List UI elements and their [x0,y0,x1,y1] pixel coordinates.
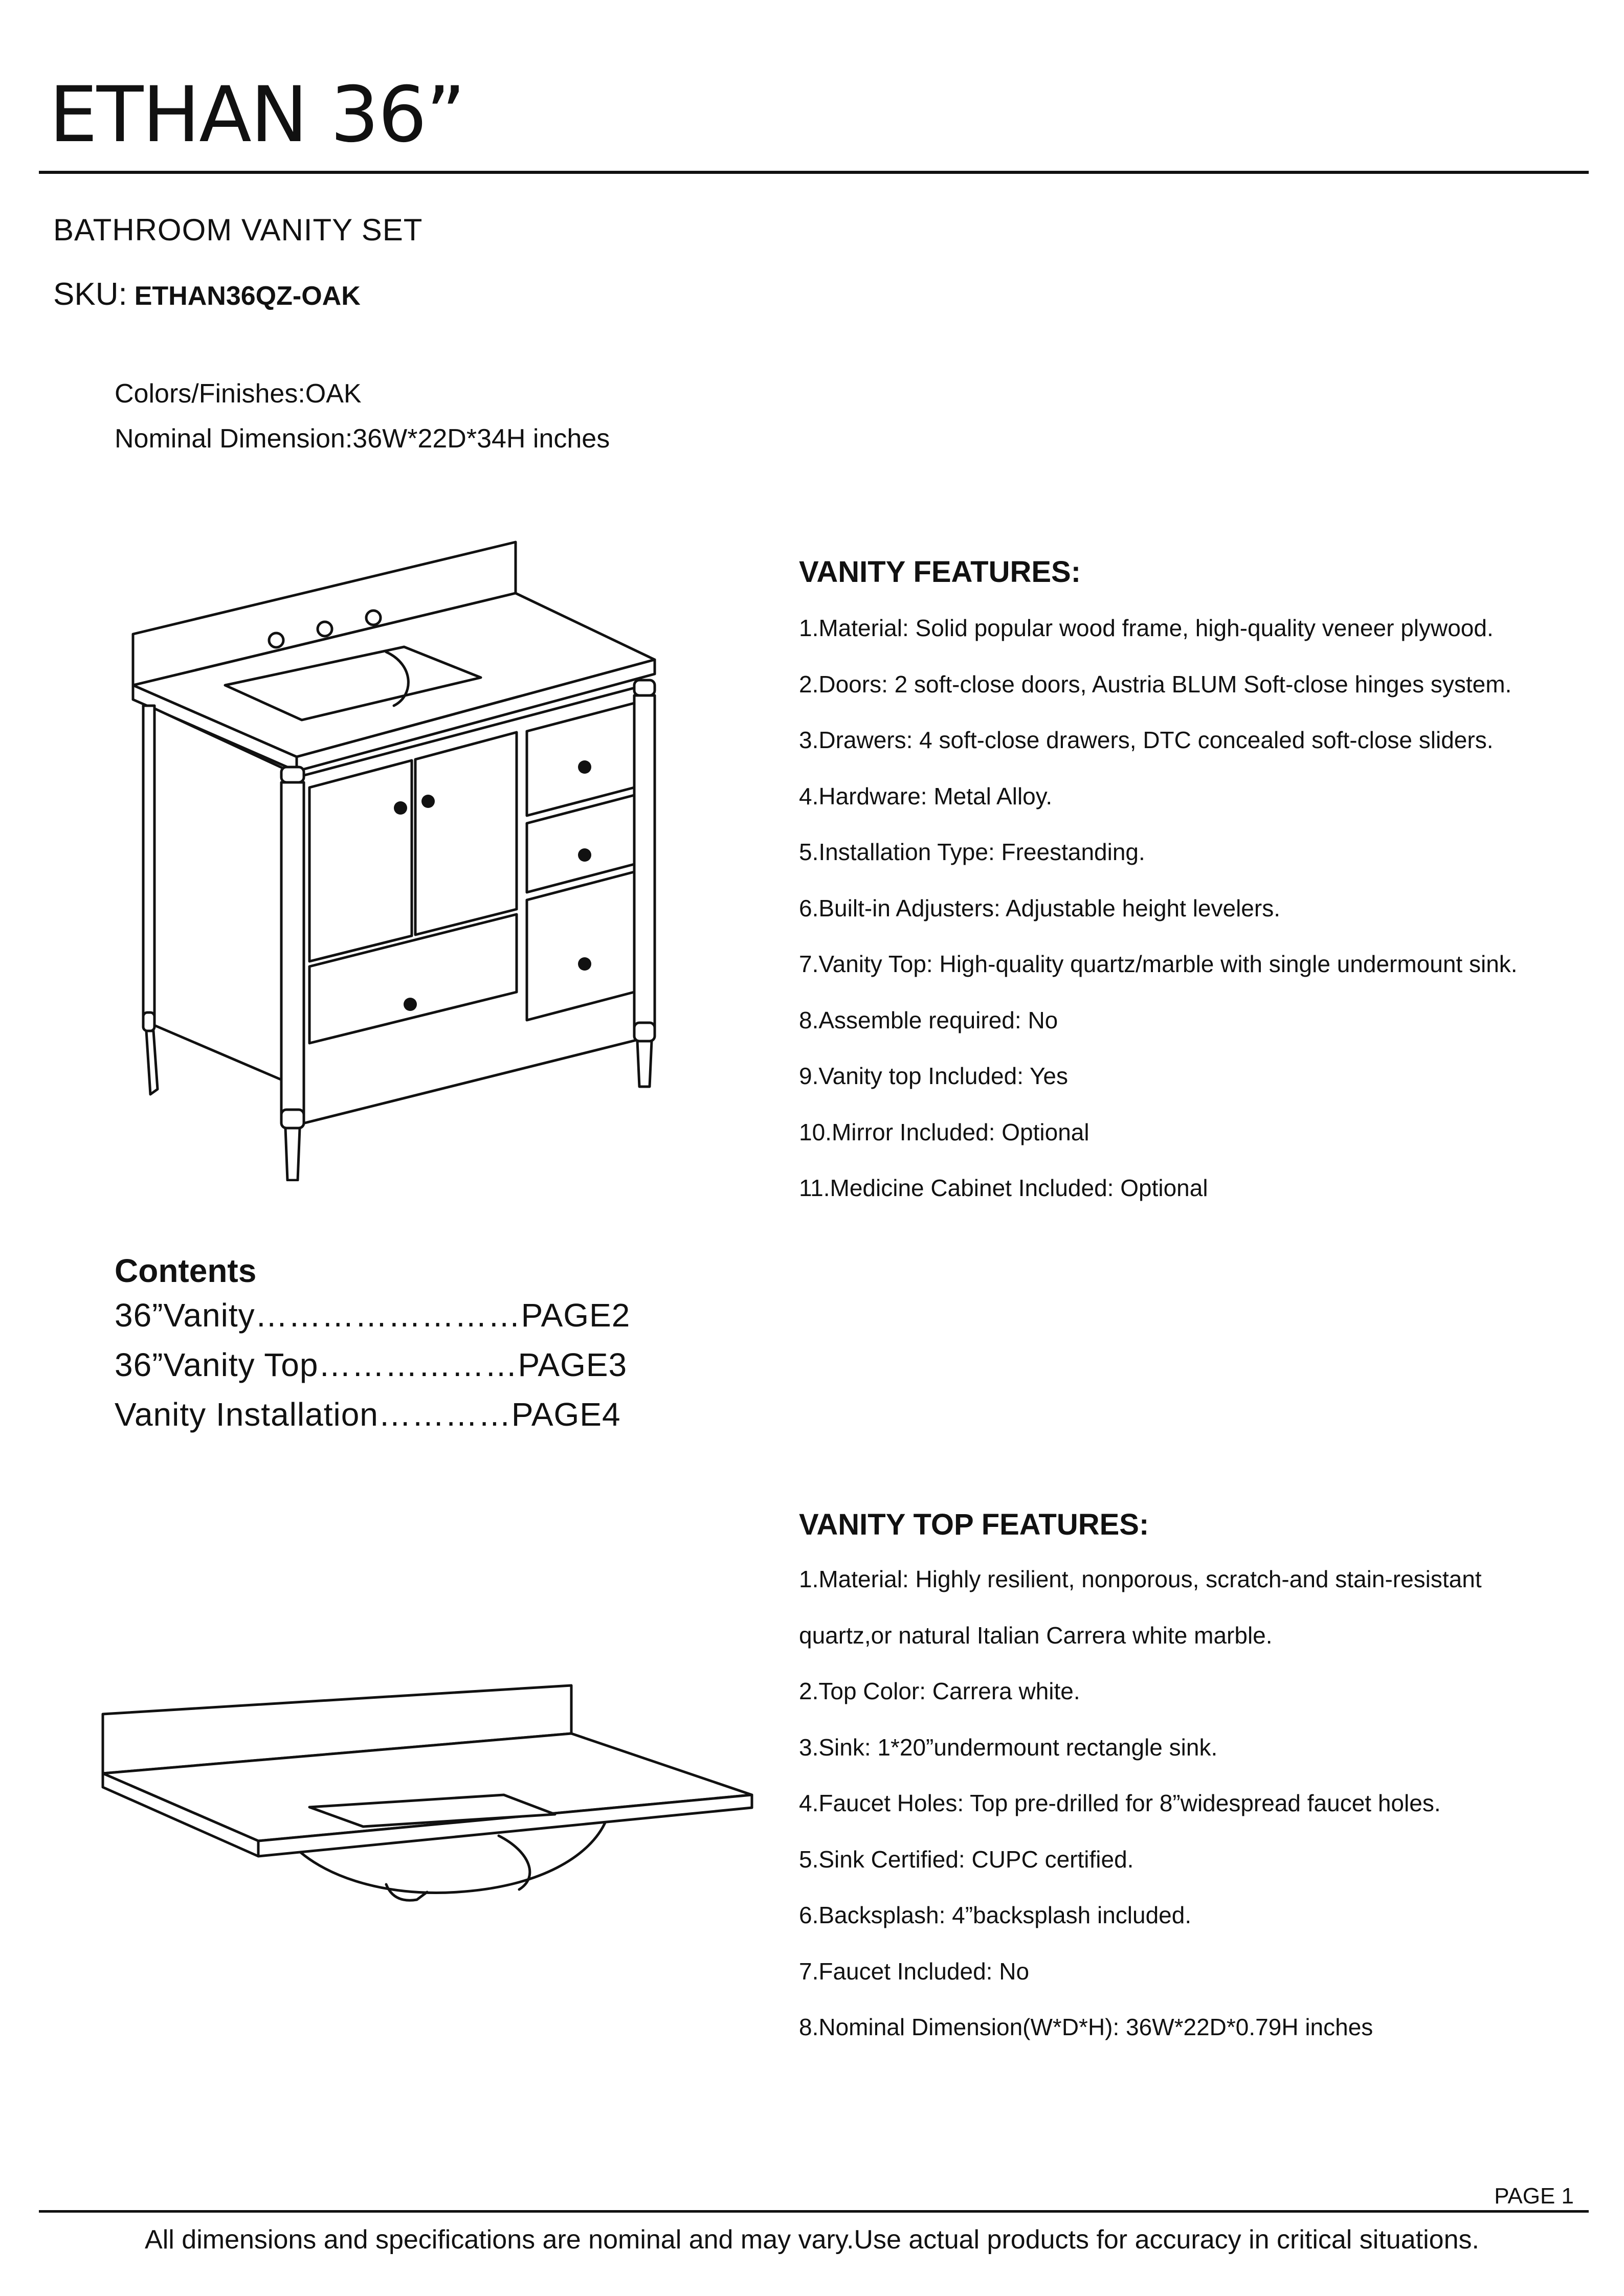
toc-item-installation[interactable]: Vanity Installation…………PAGE4 [115,1396,621,1433]
list-item: 8.Assemble required: No [799,1006,1058,1033]
vanity-features-heading: VANITY FEATURES: [799,555,1081,589]
list-item: 2.Top Color: Carrera white. [799,1678,1080,1704]
header-rule [39,171,1589,174]
page-number: PAGE 1 [1494,2184,1574,2209]
sku-line [53,276,361,312]
toc-item-vanity[interactable]: 36”Vanity……………………PAGE2 [115,1297,631,1334]
vanity-top-features-list [799,1567,1482,2072]
list-item: 1.Material: Solid popular wood frame, high-quality veneer plywood. [799,615,1494,641]
list-item: quartz,or natural Italian Carrera white marble. [799,1622,1273,1649]
sku-label: SKU: [53,277,127,312]
list-item: 3.Sink: 1*20”undermount rectangle sink. [799,1734,1218,1761]
vanity-top-features-heading: VANITY TOP FEATURES: [799,1508,1149,1541]
vanity-features-list [799,616,1518,1232]
list-item: 7.Faucet Included: No [799,1957,1030,1985]
list-item: 7.Vanity Top: High-quality quartz/marble with single undermount sink. [799,951,1518,977]
list-item: 10.Mirror Included: Optional [799,1118,1089,1145]
list-item: 9.Vanity top Included: Yes [799,1063,1068,1089]
footer-rule [39,2210,1589,2213]
list-item: 2.Doors: 2 soft-close doors, Austria BLUM Soft-close hinges system. [799,670,1512,697]
footer-disclaimer: All dimensions and specifications are nominal and may vary.Use actual products for accuracy in critical situations. [145,2225,1479,2255]
list-item: 3.Drawers: 4 soft-close drawers, DTC concealed soft-close sliders. [799,727,1494,753]
list-item: 1.Material: Highly resilient, nonporous, scratch-and stain-resistant [799,1566,1482,1592]
list-item: 6.Backsplash: 4”backsplash included. [799,1902,1192,1928]
list-item: 4.Faucet Holes: Top pre-drilled for 8”widespread faucet holes. [799,1790,1441,1816]
list-item: 11.Medicine Cabinet Included: Optional [799,1175,1208,1201]
colors-finishes: Colors/Finishes:OAK [115,379,362,409]
page-title: ETHAN 36” [49,71,465,160]
sku-value: ETHAN36QZ-OAK [134,281,361,311]
table-of-contents [115,1296,630,1445]
toc-item-vanity-top[interactable]: 36”Vanity Top………………PAGE3 [115,1346,628,1383]
vanity-illustration [128,532,691,1181]
list-item: 5.Sink Certified: CUPC certified. [799,1845,1134,1873]
nominal-dimension: Nominal Dimension:36W*22D*34H inches [115,424,610,454]
vanity-top-illustration [100,1682,765,1928]
list-item: 5.Installation Type: Freestanding. [799,839,1145,865]
contents-heading: Contents [115,1252,257,1289]
list-item: 4.Hardware: Metal Alloy. [799,782,1053,809]
list-item: 8.Nominal Dimension(W*D*H): 36W*22D*0.79H inches [799,2014,1373,2040]
product-subtitle: BATHROOM VANITY SET [53,213,423,247]
list-item: 6.Built-in Adjusters: Adjustable height levelers. [799,894,1280,921]
